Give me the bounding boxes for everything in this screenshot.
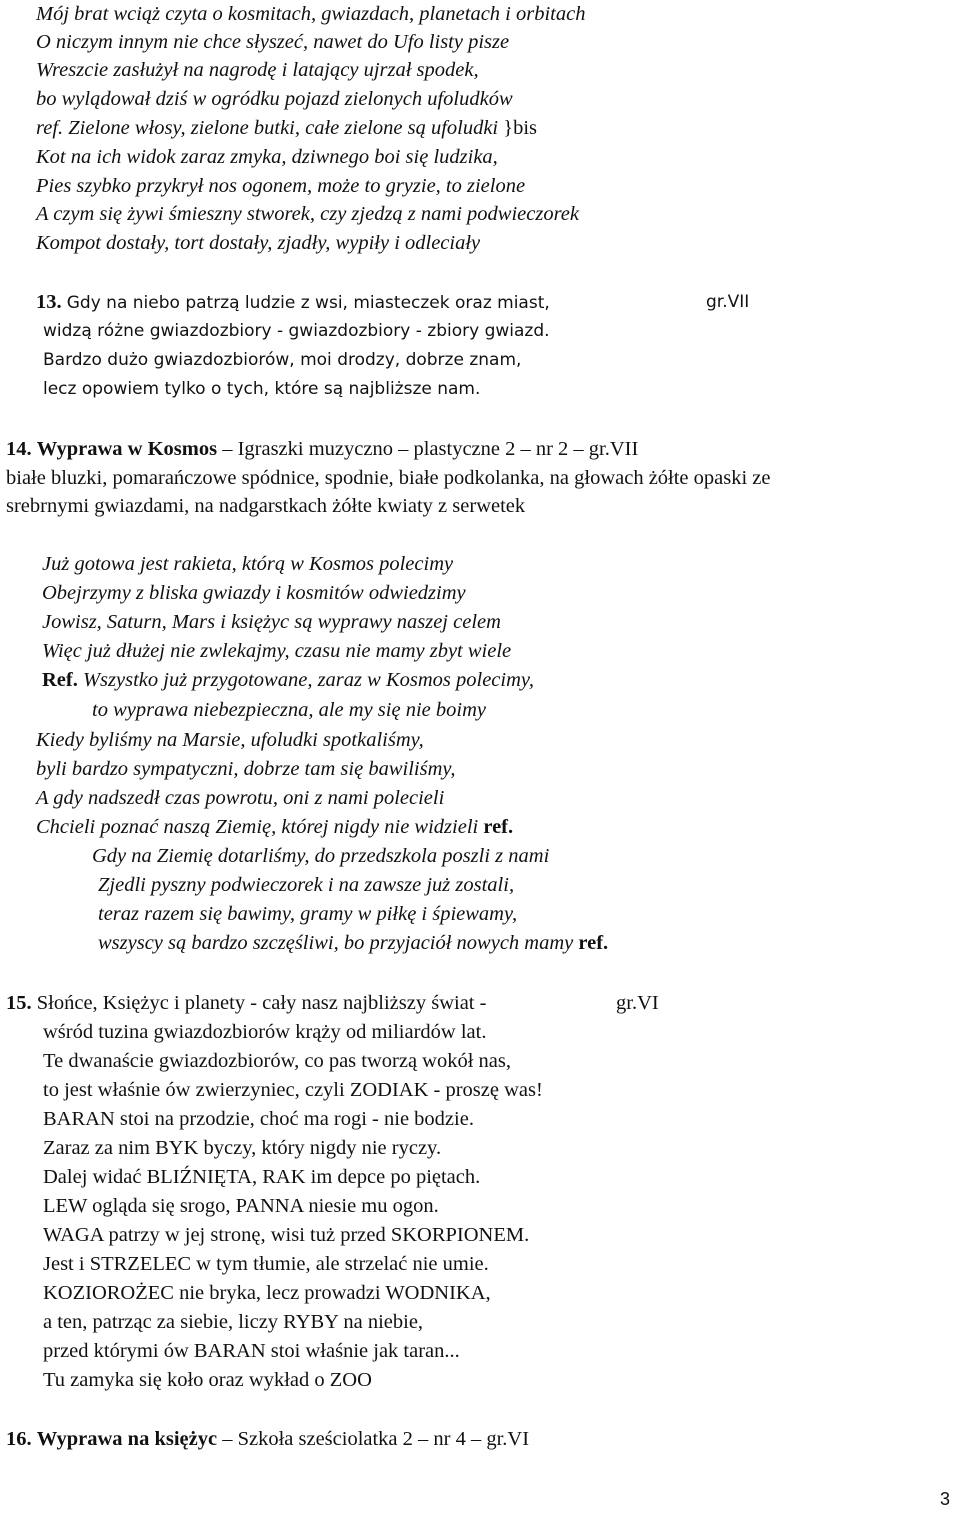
group-label: gr.VII [706, 292, 750, 312]
section-number: 13. [36, 291, 62, 313]
refrain-label: ref. [36, 117, 64, 139]
refrain-line: A czym się żywi śmieszny stworek, czy zjedzą z nami podwieczorek [36, 203, 579, 225]
verse-text: wszyscy są bardzo szczęśliwi, bo przyjaciół nowych mamy [98, 932, 574, 954]
zodiac-line: przed którymi ów BARAN stoi właśnie jak taran... [43, 1340, 460, 1362]
verse-line [36, 813, 513, 841]
refrain-line: Kot na ich widok zaraz zmyka, dziwnego boi się ludzika, [36, 146, 498, 168]
verse-line: Obejrzymy z bliska gwiazdy i kosmitów odwiedzimy [42, 582, 466, 604]
page-number: 3 [939, 1489, 950, 1509]
zodiac-line: wśród tuzina gwiazdozbiorów krąży od miliardów lat. [43, 1021, 487, 1043]
verse-line: teraz razem się bawimy, gramy w piłkę i śpiewamy, [98, 903, 518, 925]
verse-line: A gdy nadszedł czas powrotu, oni z nami polecieli [36, 787, 445, 809]
verse-line: byli bardzo sympatyczni, dobrze tam się bawiliśmy, [36, 758, 456, 780]
verse-line: Już gotowa jest rakieta, którą w Kosmos polecimy [42, 553, 454, 575]
section-14-heading [6, 435, 638, 463]
section-13-line: lecz opowiem tylko o tych, które są najbliższe nam. [43, 379, 481, 399]
refrain-line [42, 666, 534, 694]
section-15-line [6, 989, 486, 1017]
section-title: Wyprawa na księżyc [36, 1428, 218, 1450]
costume-line: białe bluzki, pomarańczowe spódnice, spodnie, białe podkolanka, na głowach żółte opaski ze [6, 467, 771, 489]
verse-line: Więc już dłużej nie zwlekajmy, czasu nie mamy zbyt wiele [42, 640, 512, 662]
zodiac-line: WAGA patrzy w jej stronę, wisi tuż przed SKORPIONEM. [43, 1224, 530, 1246]
costume-line: srebrnymi gwiazdami, na nadgarstkach żółte kwiaty z serwetek [6, 495, 526, 517]
zodiac-line: Dalej widać BLIŹNIĘTA, RAK im depce po piętach. [43, 1166, 481, 1188]
section-text: Gdy na niebo patrzą ludzie z wsi, miasteczek oraz miast, [66, 293, 550, 313]
zodiac-line: BARAN stoi na przodzie, choć ma rogi - nie bodzie. [43, 1108, 474, 1130]
verse-text: Chcieli poznać naszą Ziemię, której nigdy nie widzieli [36, 816, 479, 838]
verse-line: O niczym innym nie chce słyszeć, nawet do Ufo listy pisze [36, 31, 510, 53]
ref-marker: ref. [483, 816, 514, 838]
verse-line: bo wylądował dziś w ogródku pojazd zielonych ufoludków [36, 88, 513, 110]
verse-line: Gdy na Ziemię dotarliśmy, do przedszkola poszli z nami [92, 845, 550, 867]
section-13-line: Bardzo dużo gwiazdozbiorów, moi drodzy, dobrze znam, [43, 350, 522, 370]
section-16-heading [6, 1425, 529, 1453]
verse-line: Zjedli pyszny podwieczorek i na zawsze już zostali, [98, 874, 515, 896]
verse-line [98, 929, 608, 957]
section-number: 14. [6, 438, 32, 460]
verse-line: Mój brat wciąż czyta o kosmitach, gwiazdach, planetach i orbitach [36, 3, 586, 25]
section-number: 15. [6, 992, 32, 1014]
refrain-text: Wszystko już przygotowane, zaraz w Kosmos polecimy, [82, 669, 534, 691]
refrain-line: Pies szybko przykrył nos ogonem, może to gryzie, to zielone [36, 175, 526, 197]
zodiac-line: Jest i STRZELEC w tym tłumie, ale strzelać nie umie. [43, 1253, 489, 1275]
section-subtitle: – Szkoła sześciolatka 2 – nr 4 – gr.VI [222, 1428, 530, 1450]
section-title: Wyprawa w Kosmos [36, 438, 218, 460]
zodiac-line: KOZIOROŻEC nie bryka, lecz prowadzi WODNIKA, [43, 1282, 491, 1304]
refrain-line: Kompot dostały, tort dostały, zjadły, wypiły i odleciały [36, 232, 481, 254]
zodiac-line: to jest właśnie ów zwierzyniec, czyli ZODIAK - proszę was! [43, 1079, 543, 1101]
ref-marker: ref. [578, 932, 609, 954]
refrain-line: to wyprawa niebezpieczna, ale my się nie boimy [92, 699, 486, 721]
section-13-line [36, 288, 550, 317]
refrain-text: Zielone włosy, zielone butki, całe zielone są ufoludki [68, 117, 499, 139]
verse-line: Wreszcie zasłużył na nagrodę i latający ujrzał spodek, [36, 59, 479, 81]
refrain-label: Ref. [42, 669, 78, 691]
section-number: 16. [6, 1428, 32, 1450]
zodiac-line: a ten, patrząc za siebie, liczy RYBY na niebie, [43, 1311, 424, 1333]
verse-line: Jowisz, Saturn, Mars i księżyc są wyprawy naszej celem [42, 611, 501, 633]
zodiac-line: Zaraz za nim BYK byczy, który nigdy nie ryczy. [43, 1137, 442, 1159]
zodiac-line: Tu zamyka się koło oraz wykład o ZOO [43, 1369, 372, 1391]
section-subtitle: – Igraszki muzyczno – plastyczne 2 – nr 2 – gr.VII [222, 438, 639, 460]
group-label: gr.VI [616, 992, 659, 1014]
section-13-line: widzą różne gwiazdozbiory - gwiazdozbiory - zbiory gwiazd. [43, 321, 550, 341]
refrain-line [36, 114, 537, 142]
section-text: Słońce, Księżyc i planety - cały nasz najbliższy świat - [36, 992, 487, 1014]
zodiac-line: Te dwanaście gwiazdozbiorów, co pas tworzą wokół nas, [43, 1050, 512, 1072]
bis-marker: }bis [503, 117, 538, 139]
verse-line: Kiedy byliśmy na Marsie, ufoludki spotkaliśmy, [36, 729, 424, 751]
zodiac-line: LEW ogląda się srogo, PANNA niesie mu ogon. [43, 1195, 439, 1217]
